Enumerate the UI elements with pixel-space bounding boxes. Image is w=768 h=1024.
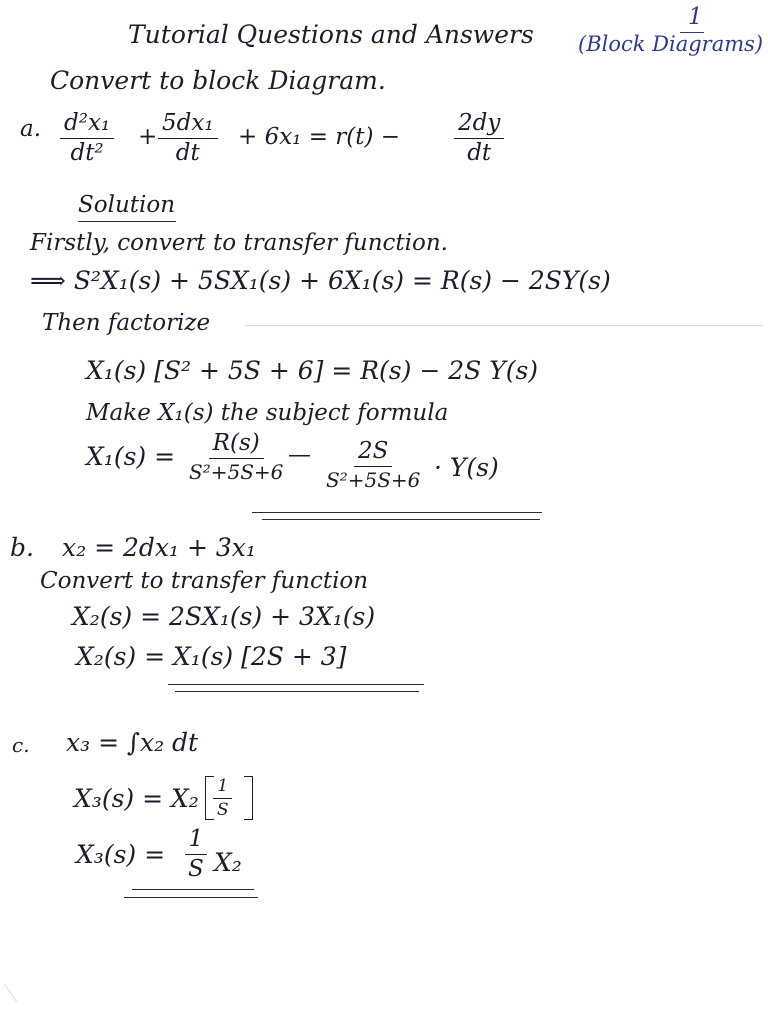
step-convert-text: Firstly, convert to transfer function.: [30, 230, 448, 256]
faint-ruled-line: [245, 325, 763, 326]
fraction-1-over-s: [213, 778, 233, 819]
part-c-label: c.: [12, 733, 30, 757]
fraction-numerator: 2dy: [454, 112, 504, 139]
step-subject-text: Make X₁(s) the subject formula: [86, 400, 449, 426]
part-b-result: X₂(s) = X₁(s) [2S + 3]: [76, 642, 347, 671]
page-number: 1: [688, 4, 703, 30]
bracket-close: [244, 776, 253, 820]
fraction-numerator: 1: [213, 778, 232, 799]
result-underline-2: [262, 519, 540, 520]
fraction-denominator: S: [217, 800, 229, 820]
part-b-underline-1: [168, 684, 424, 685]
fraction-denominator: dt²: [70, 140, 104, 166]
fraction-numerator: R(s): [209, 432, 264, 459]
part-c-result-lhs: X₃(s) =: [76, 840, 166, 869]
part-c-underline-2: [124, 897, 258, 898]
solution-underline: [78, 221, 176, 222]
part-b-step-text: Convert to transfer function: [40, 568, 369, 594]
result-lhs: X₁(s) =: [86, 442, 176, 471]
fraction-2s-over-poly: [322, 440, 424, 490]
fraction-d2x1-dt2: [60, 112, 114, 165]
fraction-5dx1-dt: [158, 112, 218, 165]
step-factorize-text: Then factorize: [42, 310, 211, 336]
equation-middle: + 6x₁ = r(t) −: [238, 124, 401, 150]
laplace-equation: ⟹ S²X₁(s) + 5SX₁(s) + 6X₁(s) = R(s) − 2SY(s): [30, 266, 611, 295]
part-c-underline-1: [132, 889, 254, 890]
part-b-label: b.: [10, 533, 34, 562]
fraction-numerator: d²x₁: [60, 112, 114, 139]
operator-minus: —: [288, 442, 311, 468]
operator-plus: +: [138, 124, 158, 150]
fraction-denominator: S: [188, 856, 204, 882]
title-note: (Block Diagrams): [578, 32, 764, 56]
fraction-1-over-s-result: [184, 828, 208, 881]
result-underline-1: [252, 512, 542, 513]
fraction-denominator: dt: [175, 140, 200, 166]
fraction-denominator: dt: [467, 140, 492, 166]
part-a-label: a.: [20, 116, 42, 142]
part-b-equation: x₂ = 2dx₁ + 3x₁: [62, 533, 256, 562]
fraction-r-over-poly: [185, 432, 287, 482]
scan-mark: [4, 984, 17, 1003]
section-heading: Convert to block Diagram.: [50, 66, 386, 95]
part-c-equation: x₃ = ∫x₂ dt: [66, 728, 199, 757]
fraction-denominator: S²+5S+6: [189, 460, 284, 484]
solution-label: Solution: [78, 192, 176, 218]
fraction-denominator: S²+5S+6: [326, 468, 421, 492]
page-title: Tutorial Questions and Answers: [128, 20, 534, 49]
part-c-laplace-lhs: X₃(s) = X₂: [74, 784, 199, 813]
result-tail: · Y(s): [434, 453, 499, 482]
fraction-numerator: 1: [185, 828, 208, 855]
fraction-numerator: 5dx₁: [158, 112, 218, 139]
fraction-numerator: 2S: [354, 440, 392, 467]
part-b-underline-2: [175, 691, 419, 692]
fraction-2dy-dt: [454, 112, 504, 165]
part-b-laplace: X₂(s) = 2SX₁(s) + 3X₁(s): [72, 602, 376, 631]
factorized-equation: X₁(s) [S² + 5S + 6] = R(s) − 2S Y(s): [86, 356, 539, 385]
part-c-result-tail: X₂: [214, 848, 242, 877]
